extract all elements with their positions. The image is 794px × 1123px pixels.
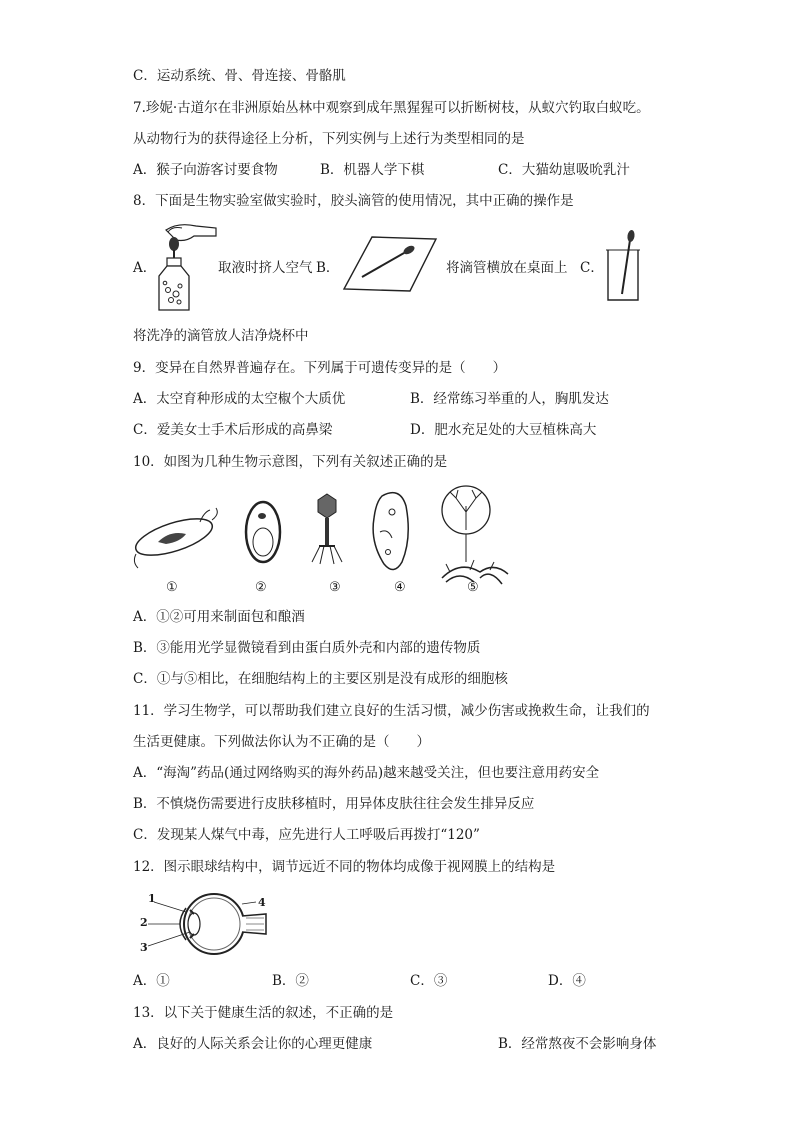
q9-option-d: D．肥水充足处的大豆植株高大 [410, 422, 597, 438]
bacteriophage-image [312, 494, 342, 564]
q8-desc-c: 将洗净的滴管放人洁净烧杯中 [133, 328, 309, 344]
dropper-squeeze-image [152, 220, 218, 312]
organism-label-4: ④ [394, 580, 406, 595]
q10-option-a: A．①②可用来制面包和酿酒 [133, 609, 305, 625]
q9-option-b: B．经常练习举重的人，胸肌发达 [410, 391, 609, 407]
q7-option-a: A．猴子向游客讨要食物 [133, 162, 278, 178]
q12-option-b: B．② [272, 973, 309, 989]
yeast-cell-image [246, 502, 280, 562]
q6-option-c: C．运动系统、骨、骨连接、骨骼肌 [133, 68, 346, 84]
q11-option-c: C．发现某人煤气中毒，应先进行人工呼吸后再拨打“120” [133, 827, 480, 843]
eye-label-3: 3 [140, 941, 148, 954]
dropper-on-table-image [342, 233, 438, 295]
mold-image [442, 486, 508, 584]
q13-option-a: A．良好的人际关系会让你的心理更健康 [133, 1036, 373, 1052]
q11-stem-line2: 生活更健康。下列做法你认为不正确的是（ ） [133, 734, 430, 750]
q9-option-c: C．爱美女士手术后形成的高鼻梁 [133, 422, 333, 438]
q8-label-c: C． [580, 260, 604, 276]
q13-stem: 13．以下关于健康生活的叙述，不正确的是 [133, 1005, 394, 1021]
q12-option-d: D．④ [548, 973, 586, 989]
q12-stem: 12．图示眼球结构中，调节远近不同的物体均成像于视网膜上的结构是 [133, 859, 556, 875]
q8-label-a: A． [133, 260, 157, 276]
q10-option-b: B．③能用光学显微镜看到由蛋白质外壳和内部的遗传物质 [133, 640, 481, 656]
q9-stem: 9．变异在自然界普遍存在。下列属于可遗传变异的是（ ） [133, 360, 507, 376]
q11-stem-line1: 11．学习生物学，可以帮助我们建立良好的生活习惯，减少伤害或挽救生命，让我们的 [133, 703, 650, 719]
q8-label-b: B． [316, 260, 340, 276]
q9-option-a: A．太空育种形成的太空椒个大质优 [133, 391, 346, 407]
organism-label-5: ⑤ [467, 580, 479, 595]
q7-option-c: C．大猫幼崽吸吮乳汁 [498, 162, 630, 178]
paramecium-image [373, 493, 408, 570]
eye-label-2: 2 [140, 916, 148, 929]
dropper-in-beaker-image [604, 228, 644, 304]
q12-option-c: C．③ [410, 973, 448, 989]
organism-label-1: ① [166, 580, 178, 595]
q11-option-a: A．“海淘”药品(通过网络购买的海外药品)越来越受关注，但也要注意用药安全 [133, 765, 600, 781]
q7-stem-line2: 从动物行为的获得途径上分析，下列实例与上述行为类型相同的是 [133, 131, 525, 147]
eye-label-1: 1 [148, 892, 156, 905]
q13-option-b: B．经常熬夜不会影响身体 [498, 1036, 657, 1052]
q8-desc-b: 将滴管横放在桌面上 [446, 260, 568, 276]
bacterium-image [132, 508, 218, 568]
eye-label-4: 4 [258, 896, 266, 909]
organism-label-2: ② [255, 580, 267, 595]
q11-option-b: B．不慎烧伤需要进行皮肤移植时，用异体皮肤往往会发生排异反应 [133, 796, 535, 812]
q12-option-a: A．① [133, 973, 170, 989]
organism-label-3: ③ [329, 580, 341, 595]
q10-option-c: C．①与⑤相比，在细胞结构上的主要区别是没有成形的细胞核 [133, 671, 508, 687]
q7-stem-line1: 7.珍妮·古道尔在非洲原始丛林中观察到成年黑猩猩可以折断树枝，从蚁穴钓取白蚁吃。 [133, 100, 650, 116]
q10-stem: 10．如图为几种生物示意图，下列有关叙述正确的是 [133, 454, 448, 470]
q7-option-b: B．机器人学下棋 [320, 162, 425, 178]
q8-desc-a: 取液时挤人空气 [218, 260, 313, 276]
organisms-figure [130, 482, 510, 598]
q8-stem: 8．下面是生物实验室做实验时，胶头滴管的使用情况，其中正确的操作是 [133, 193, 574, 209]
